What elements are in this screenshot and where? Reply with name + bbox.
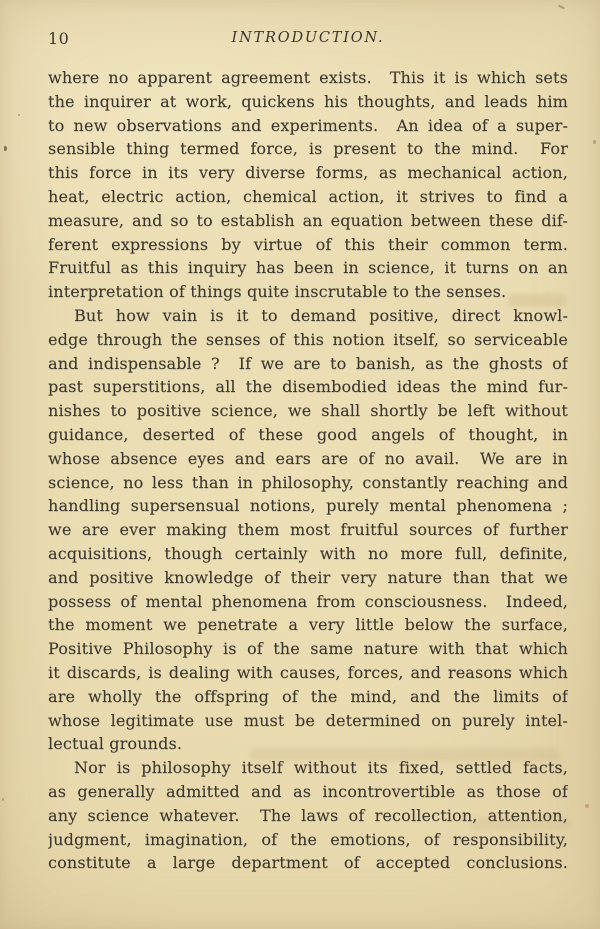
paper-speck [593,140,596,144]
text-line: But how vain is it to demand positive, direct knowl- [74,305,568,325]
text-line: Nor is philosophy itself without its fixed, settled facts, [74,758,568,778]
paper-speck [18,114,20,116]
running-head: INTRODUCTION. [231,30,385,46]
text-line: to new observations and experiments. An idea of a super- [48,115,568,135]
text-line: any science whatever. The laws of recollection, attention, [48,805,568,825]
text-line: acquisitions, though certainly with no more full, definite, [48,543,568,563]
text-line: edge through the senses of this notion itself, so serviceable [48,329,568,349]
text-line: interpretation of things quite inscrutable to the senses. [48,282,507,302]
text-line: whose absence eyes and ears are of no avail. We are in [48,448,568,468]
text-line: we are ever making them most fruitful sources of further [48,520,568,540]
text-line: ferent expressions by virtue of this their common term. [48,234,568,254]
text-line: heat, electric action, chemical action, it strives to find a [48,186,568,206]
text-line: this force in its very diverse forms, as mechanical action, [48,163,568,183]
text-line: science, no less than in philosophy, constantly reaching and [48,472,568,492]
text-line: it discards, is dealing with causes, forces, and reasons which [48,662,568,682]
text-line: Positive Philosophy is of the same nature with that which [48,639,568,659]
page-number: 10 [48,29,70,48]
body-text [48,66,568,875]
text-line: judgment, imagination, of the emotions, of responsibility, [48,829,568,849]
text-line: past superstitions, all the disembodied ideas the mind fur- [48,377,568,397]
text-line: the inquirer at work, quickens his thoughts, and leads him [48,91,568,111]
text-line: sensible thing termed force, is present to the mind. For [48,139,568,159]
text-line: and positive knowledge of their very nature than that we [48,567,568,587]
text-line: constitute a large department of accepted conclusions. [48,853,568,873]
text-line: Fruitful as this inquiry has been in science, it turns on an [48,258,568,278]
paper-speck [558,5,565,10]
text-line: nishes to positive science, we shall shortly be left without [48,401,568,421]
page-header [48,28,568,50]
text-line: possess of mental phenomena from consciousness. Indeed, [48,591,568,611]
text-line: as generally admitted and as incontrovertible as those of [48,781,568,801]
paper-speck [585,804,589,808]
text-line: measure, and so to establish an equation between these dif- [48,210,568,230]
paper-speck [4,146,7,151]
text-line: lectual grounds. [48,734,183,754]
text-line: guidance, deserted of these good angels of thought, in [48,424,568,444]
text-line: whose legitimate use must be determined on purely intel- [48,710,568,730]
paper-speck [2,798,4,801]
text-line: are wholly the offspring of the mind, and the limits of [48,686,568,706]
text-line: handling supersensual notions, purely mental phenomena ; [48,496,568,516]
text-line: and indispensable ? If we are to banish, as the ghosts of [48,353,568,373]
text-line: where no apparent agreement exists. This it is which sets [48,68,568,87]
text-line: the moment we penetrate a very little below the surface, [48,615,568,635]
